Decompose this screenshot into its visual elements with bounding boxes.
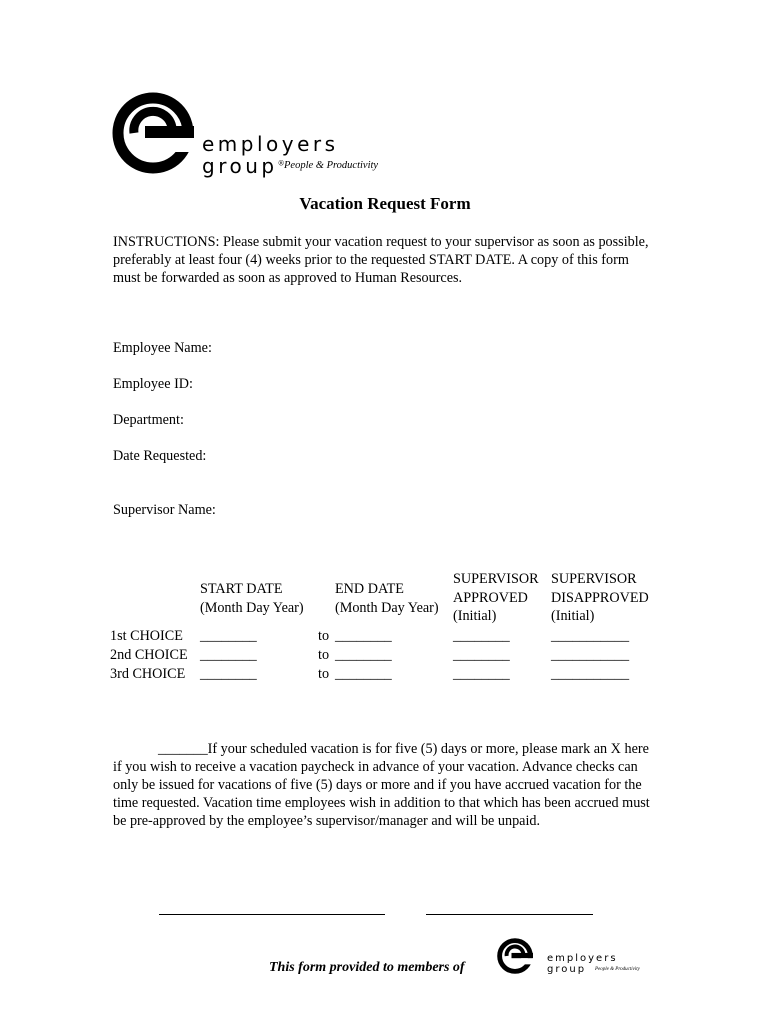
advance-paycheck-paragraph bbox=[113, 740, 658, 830]
approved-header-line1: SUPERVISOR bbox=[453, 571, 539, 587]
choice-label: 2nd CHOICE bbox=[110, 647, 188, 663]
supervisor-name-label: Supervisor Name: bbox=[113, 502, 216, 518]
disapproved-header-line3: (Initial) bbox=[551, 608, 595, 624]
disapproved-initial-blank[interactable]: ___________ bbox=[551, 628, 630, 644]
footer-logo-tagline: People & Productivity bbox=[595, 967, 640, 972]
approved-initial-blank[interactable]: ________ bbox=[453, 666, 510, 682]
end-date-blank[interactable]: ________ bbox=[335, 666, 392, 682]
logo-word-group bbox=[202, 154, 285, 178]
supervisor-signature-line[interactable] bbox=[426, 914, 593, 915]
start-date-blank[interactable]: ________ bbox=[200, 628, 257, 644]
advance-paycheck-first-line: If your scheduled vacation is for five (5) days or more, please mark an X bbox=[207, 741, 621, 757]
end-date-header bbox=[335, 580, 439, 617]
advance-paycheck-mark-blank[interactable]: _______ bbox=[158, 741, 208, 757]
choice-label: 3rd CHOICE bbox=[110, 666, 186, 682]
employee-signature-line[interactable] bbox=[159, 914, 385, 915]
employers-group-logo bbox=[112, 92, 402, 178]
disapproved-header-line1: SUPERVISOR bbox=[551, 571, 637, 587]
disapproved-header-line2: DISAPPROVED bbox=[551, 589, 649, 606]
to-label: to bbox=[318, 628, 330, 644]
start-date-header-title: START DATE bbox=[200, 581, 283, 597]
date-requested-label: Date Requested: bbox=[113, 448, 207, 464]
footer-logo-group: group bbox=[547, 964, 587, 975]
employee-name-label: Employee Name: bbox=[113, 340, 212, 356]
end-date-header-sub: (Month Day Year) bbox=[335, 599, 439, 616]
logo-tagline: People & Productivity bbox=[284, 160, 379, 171]
supervisor-approved-header bbox=[453, 570, 539, 626]
approved-header-line3: (Initial) bbox=[453, 608, 497, 624]
disapproved-initial-blank[interactable]: ___________ bbox=[551, 666, 630, 682]
approved-initial-blank[interactable]: ________ bbox=[453, 628, 510, 644]
to-label: to bbox=[318, 666, 330, 682]
disapproved-initial-blank[interactable]: ___________ bbox=[551, 647, 630, 663]
registered-mark: ® bbox=[277, 159, 285, 168]
approved-initial-blank[interactable]: ________ bbox=[453, 647, 510, 663]
footer-e-icon bbox=[497, 938, 533, 974]
start-date-header bbox=[200, 580, 304, 617]
footer-logo bbox=[497, 938, 667, 978]
table-row bbox=[0, 627, 770, 647]
table-row bbox=[0, 665, 770, 685]
instructions-paragraph: INSTRUCTIONS: Please submit your vacation request to your supervisor as soon as possible, preferably at least four (4) weeks prior to the requested START DATE. A copy of this form must be forwarded as soon as approved to Human Resources. bbox=[113, 234, 649, 286]
end-date-header-title: END DATE bbox=[335, 581, 404, 597]
department-label: Department: bbox=[113, 412, 184, 428]
employers-group-e-icon bbox=[112, 92, 194, 174]
footer-text: This form provided to members of bbox=[269, 960, 465, 975]
start-date-blank[interactable]: ________ bbox=[200, 647, 257, 663]
table-row bbox=[0, 646, 770, 666]
end-date-blank[interactable]: ________ bbox=[335, 628, 392, 644]
start-date-blank[interactable]: ________ bbox=[200, 666, 257, 682]
start-date-header-sub: (Month Day Year) bbox=[200, 599, 304, 616]
supervisor-disapproved-header bbox=[551, 570, 649, 626]
to-label: to bbox=[318, 647, 330, 663]
form-title: Vacation Request Form bbox=[299, 194, 471, 213]
choice-label: 1st CHOICE bbox=[110, 628, 183, 644]
approved-header-line2: APPROVED bbox=[453, 589, 528, 606]
footer-logo-employers: employers bbox=[547, 953, 618, 964]
logo-word-group-text: group bbox=[202, 154, 278, 178]
logo-word-employers: employers bbox=[202, 132, 339, 156]
employee-id-label: Employee ID: bbox=[113, 376, 193, 392]
end-date-blank[interactable]: ________ bbox=[335, 647, 392, 663]
advance-paycheck-rest: here if you wish to receive a vacation paycheck in advance of your vacation. Advance checks can only be issued for vacations of five (5) days or more and if you have accrued vacation for the time requested. Vacation time employees wish in addition to that which has been accrued must be pre-approved by the employee’s supervisor/manager and will be unpaid. bbox=[113, 741, 650, 829]
